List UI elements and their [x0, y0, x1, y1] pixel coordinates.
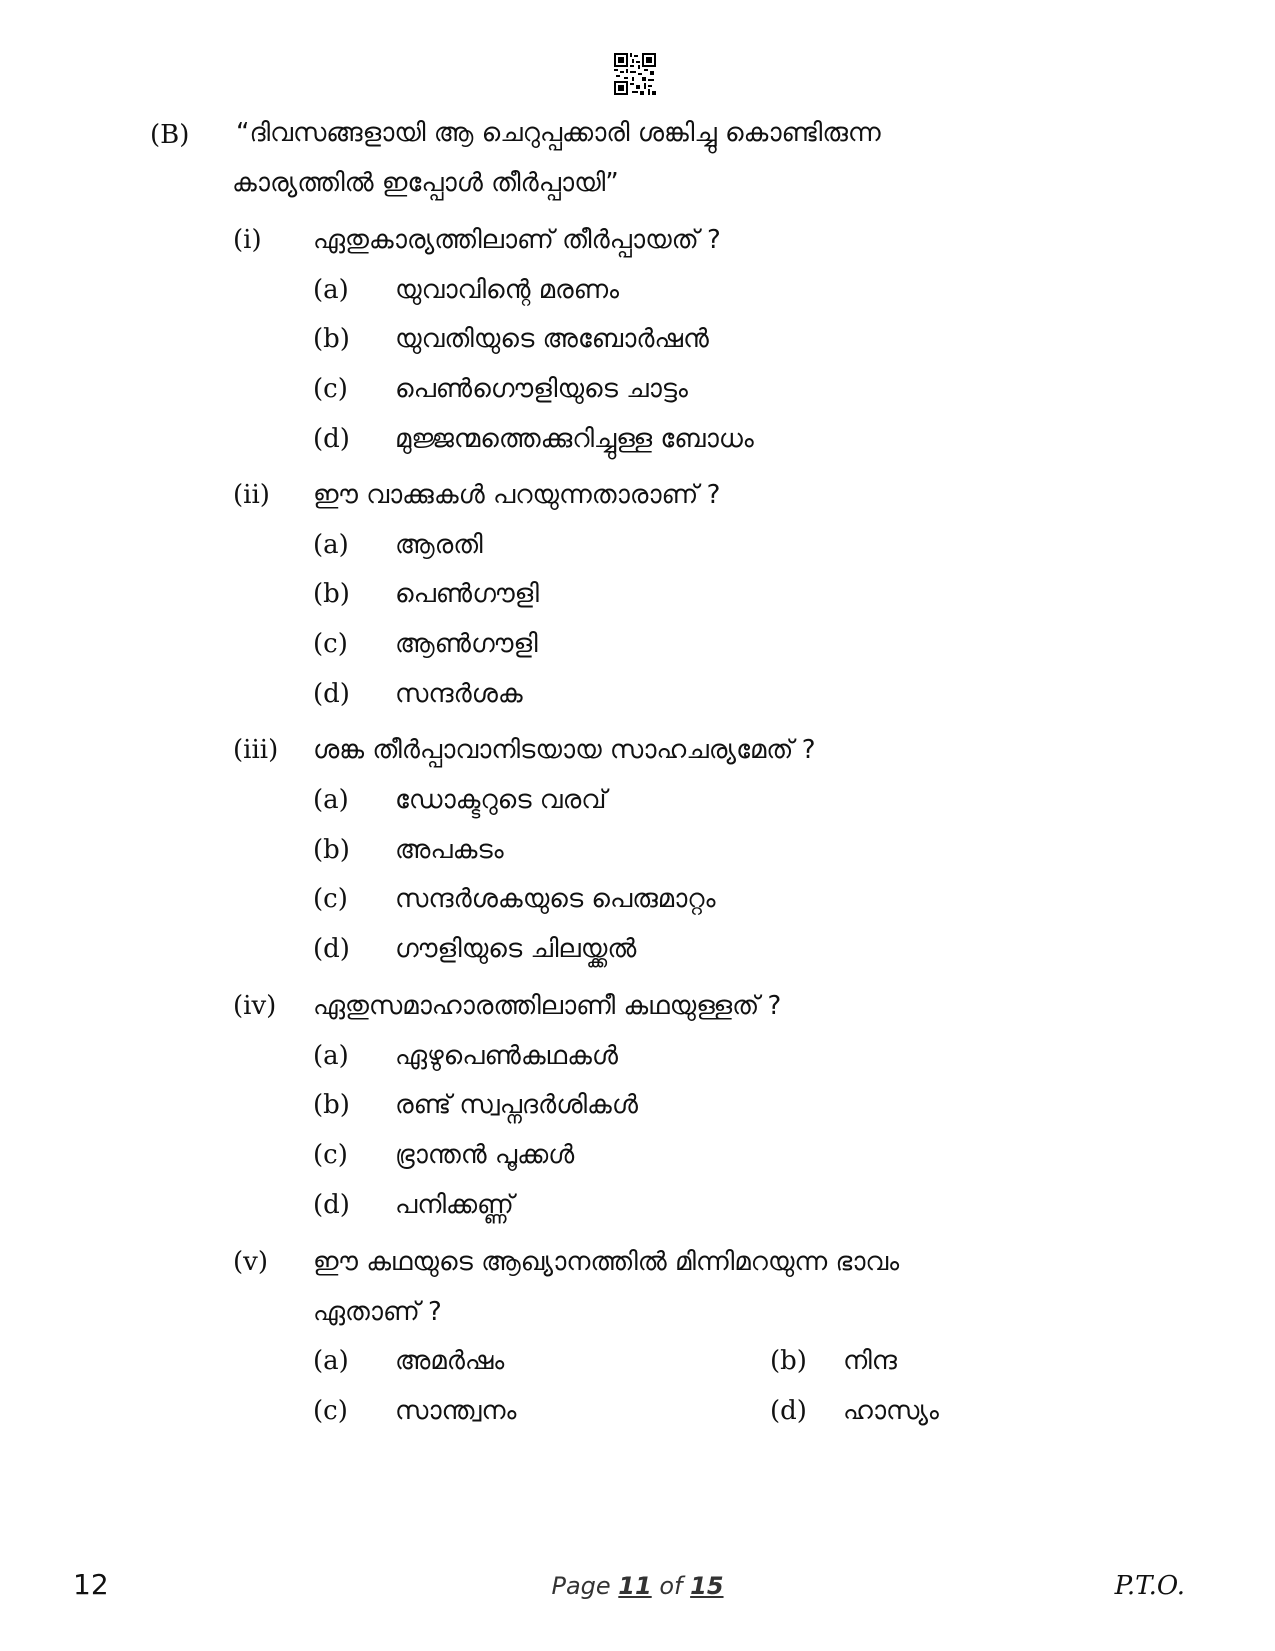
pto-label: P.T.O.: [1114, 1571, 1185, 1601]
option-text: ഏഴുപെൺകഥകൾ: [395, 1041, 618, 1071]
subquestion-number: (ii): [233, 480, 270, 510]
option-letter: (c): [313, 884, 348, 914]
page-total: 15: [690, 1572, 724, 1600]
option-letter: (c): [313, 1140, 348, 1170]
question-quote-line2: കാര്യത്തിൽ ഇപ്പോൾ തീർപ്പായി”: [232, 168, 619, 198]
subquestion-text-line2: ഏതാണ് ?: [313, 1297, 442, 1327]
page-prefix: Page: [551, 1572, 611, 1600]
question-quote-line1: “ദിവസങ്ങളായി ആ ചെറുപ്പക്കാരി ശങ്കിച്ചു കൊണ്ടിരുന്ന: [236, 118, 881, 148]
option-letter: (c): [313, 1396, 348, 1426]
page-current: 11: [618, 1572, 652, 1600]
question-label: (B): [150, 120, 190, 150]
option-letter: (a): [313, 785, 349, 815]
option-text: നിന്ദ: [843, 1346, 897, 1376]
option-text: ആരതി: [395, 530, 483, 560]
option-text: ഗൗളിയുടെ ചിലയ്ക്കൽ: [395, 934, 637, 964]
option-letter: (d): [313, 679, 350, 709]
option-letter: (d): [313, 1190, 350, 1220]
option-text: ഹാസ്യം: [843, 1396, 939, 1426]
subquestion-text: ഏതുകാര്യത്തിലാണ് തീർപ്പായത് ?: [313, 225, 721, 255]
option-letter: (a): [313, 1346, 349, 1376]
subquestion-text: ഈ വാക്കുകൾ പറയുന്നതാരാണ് ?: [313, 480, 721, 510]
option-text: അപകടം: [395, 835, 504, 865]
option-text: സന്ദർശകയുടെ പെരുമാറ്റം: [395, 884, 716, 914]
option-text: രണ്ട് സ്വപ്നദർശികൾ: [395, 1090, 638, 1120]
page-number: [0, 1570, 1275, 1602]
option-text: പനിക്കണ്ണ്: [395, 1190, 514, 1220]
option-text: യുവാവിന്റെ മരണം: [395, 275, 620, 305]
option-text: പെൺഗൌളിയുടെ ചാട്ടം: [395, 374, 688, 404]
qr-code-icon: [614, 53, 656, 95]
option-text: യുവതിയുടെ അബോർഷൻ: [395, 324, 709, 354]
subquestion-number: (i): [233, 225, 262, 255]
subquestion-text-line1: ഈ കഥയുടെ ആഖ്യാനത്തിൽ മിന്നിമറയുന്ന ഭാവം: [313, 1247, 900, 1277]
page-of: of: [659, 1572, 683, 1600]
option-text: പെൺഗൗളി: [395, 579, 539, 609]
option-letter: (c): [313, 374, 348, 404]
option-letter: (b): [313, 1090, 350, 1120]
option-text: മുജ്ജന്മത്തെക്കുറിച്ചുള്ള ബോധം: [395, 424, 754, 454]
option-letter: (b): [770, 1346, 807, 1376]
subquestion-number: (iii): [233, 735, 279, 765]
subquestion-text: ശങ്ക തീർപ്പാവാനിടയായ സാഹചര്യമേത് ?: [313, 735, 816, 765]
subquestion-number: (v): [233, 1247, 268, 1277]
option-letter: (d): [313, 424, 350, 454]
paper-code: 12: [73, 1568, 109, 1601]
option-text: ആൺഗൗളി: [395, 629, 538, 659]
option-letter: (a): [313, 1041, 349, 1071]
option-text: അമർഷം: [395, 1346, 505, 1376]
option-letter: (c): [313, 629, 348, 659]
option-letter: (a): [313, 530, 349, 560]
option-letter: (d): [313, 934, 350, 964]
option-text: സന്ദർശക: [395, 679, 523, 709]
option-text: സാന്ത്വനം: [395, 1396, 517, 1426]
subquestion-number: (iv): [233, 991, 277, 1021]
option-letter: (a): [313, 275, 349, 305]
option-text: ഭ്രാന്തൻ പൂക്കൾ: [395, 1140, 575, 1170]
option-letter: (d): [770, 1396, 807, 1426]
subquestion-text: ഏതുസമാഹാരത്തിലാണീ കഥയുള്ളത് ?: [313, 991, 782, 1021]
option-text: ഡോക്ടറുടെ വരവ്: [395, 785, 607, 815]
option-letter: (b): [313, 324, 350, 354]
option-letter: (b): [313, 835, 350, 865]
option-letter: (b): [313, 579, 350, 609]
